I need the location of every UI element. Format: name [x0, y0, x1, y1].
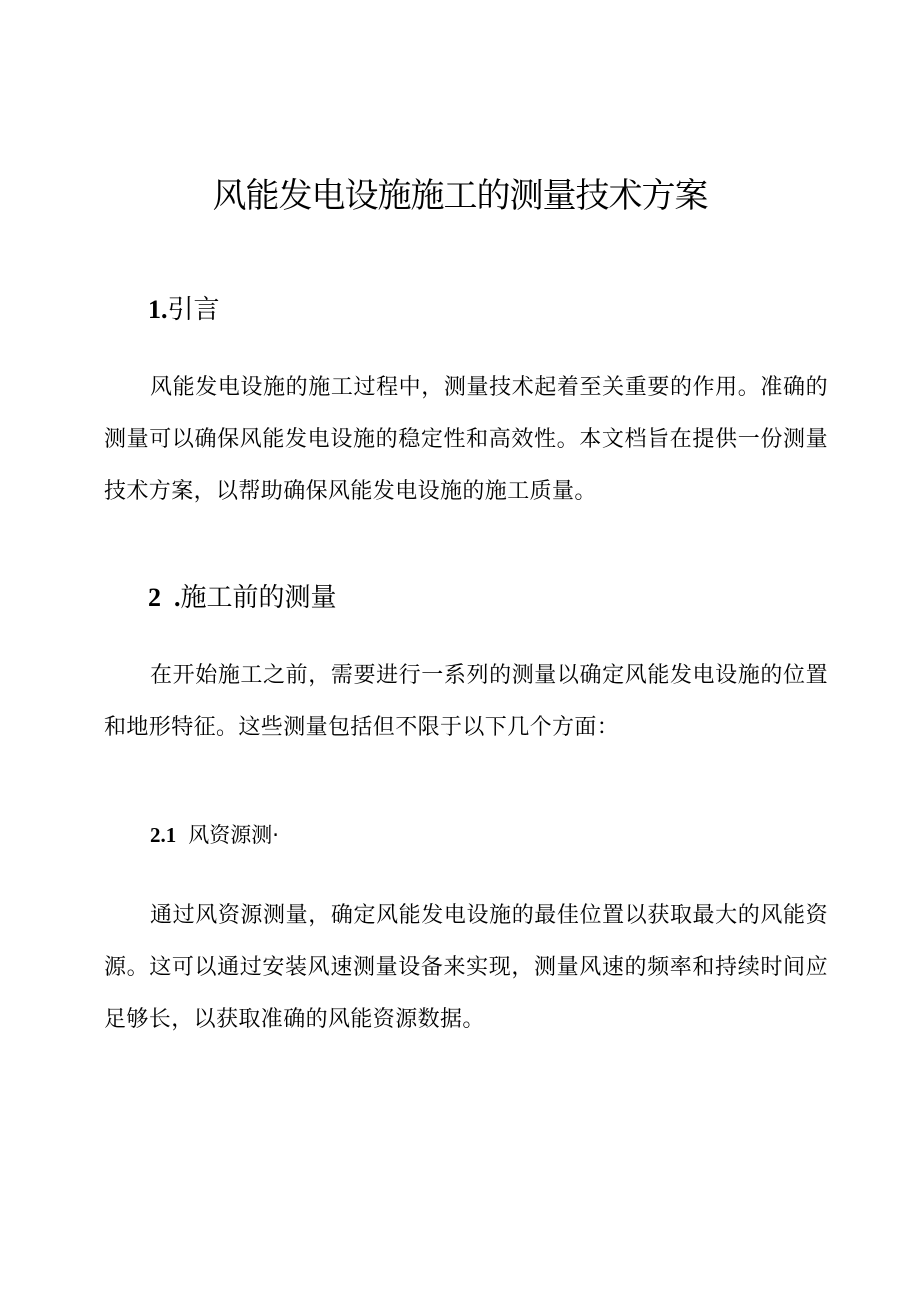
subsection-paragraph-wind-resource: 通过风资源测量，确定风能发电设施的最佳位置以获取最大的风能资源。这可以通过安装风速测量设备来实现，测量风速的频率和持续时间应足够长，以获取准确的风能资源数据。	[104, 903, 828, 1032]
section-title: 引言	[167, 295, 220, 325]
subsection-number: 2.1	[150, 823, 177, 847]
subsection-heading-wind-resource	[150, 820, 279, 850]
section-number: 2 .	[148, 583, 181, 612]
document-title: 风能发电设施施工的测量技术方案	[212, 176, 708, 216]
section-title: 施工前的测量	[180, 583, 337, 613]
section-paragraph-introduction: 风能发电设施的施工过程中，测量技术起着至关重要的作用。准确的测量可以确保风能发电设施的稳定性和高效性。本文档旨在提供一份测量技术方案，以帮助确保风能发电设施的施工质量。	[104, 375, 828, 504]
section-number: 1.	[148, 295, 168, 324]
section-heading-pre-construction	[148, 580, 337, 616]
subsection-title: 风资源测·	[188, 823, 279, 847]
section-heading-introduction	[148, 292, 220, 328]
section-paragraph-pre-construction: 在开始施工之前，需要进行一系列的测量以确定风能发电设施的位置和地形特征。这些测量包括但不限于以下几个方面：	[104, 663, 828, 740]
